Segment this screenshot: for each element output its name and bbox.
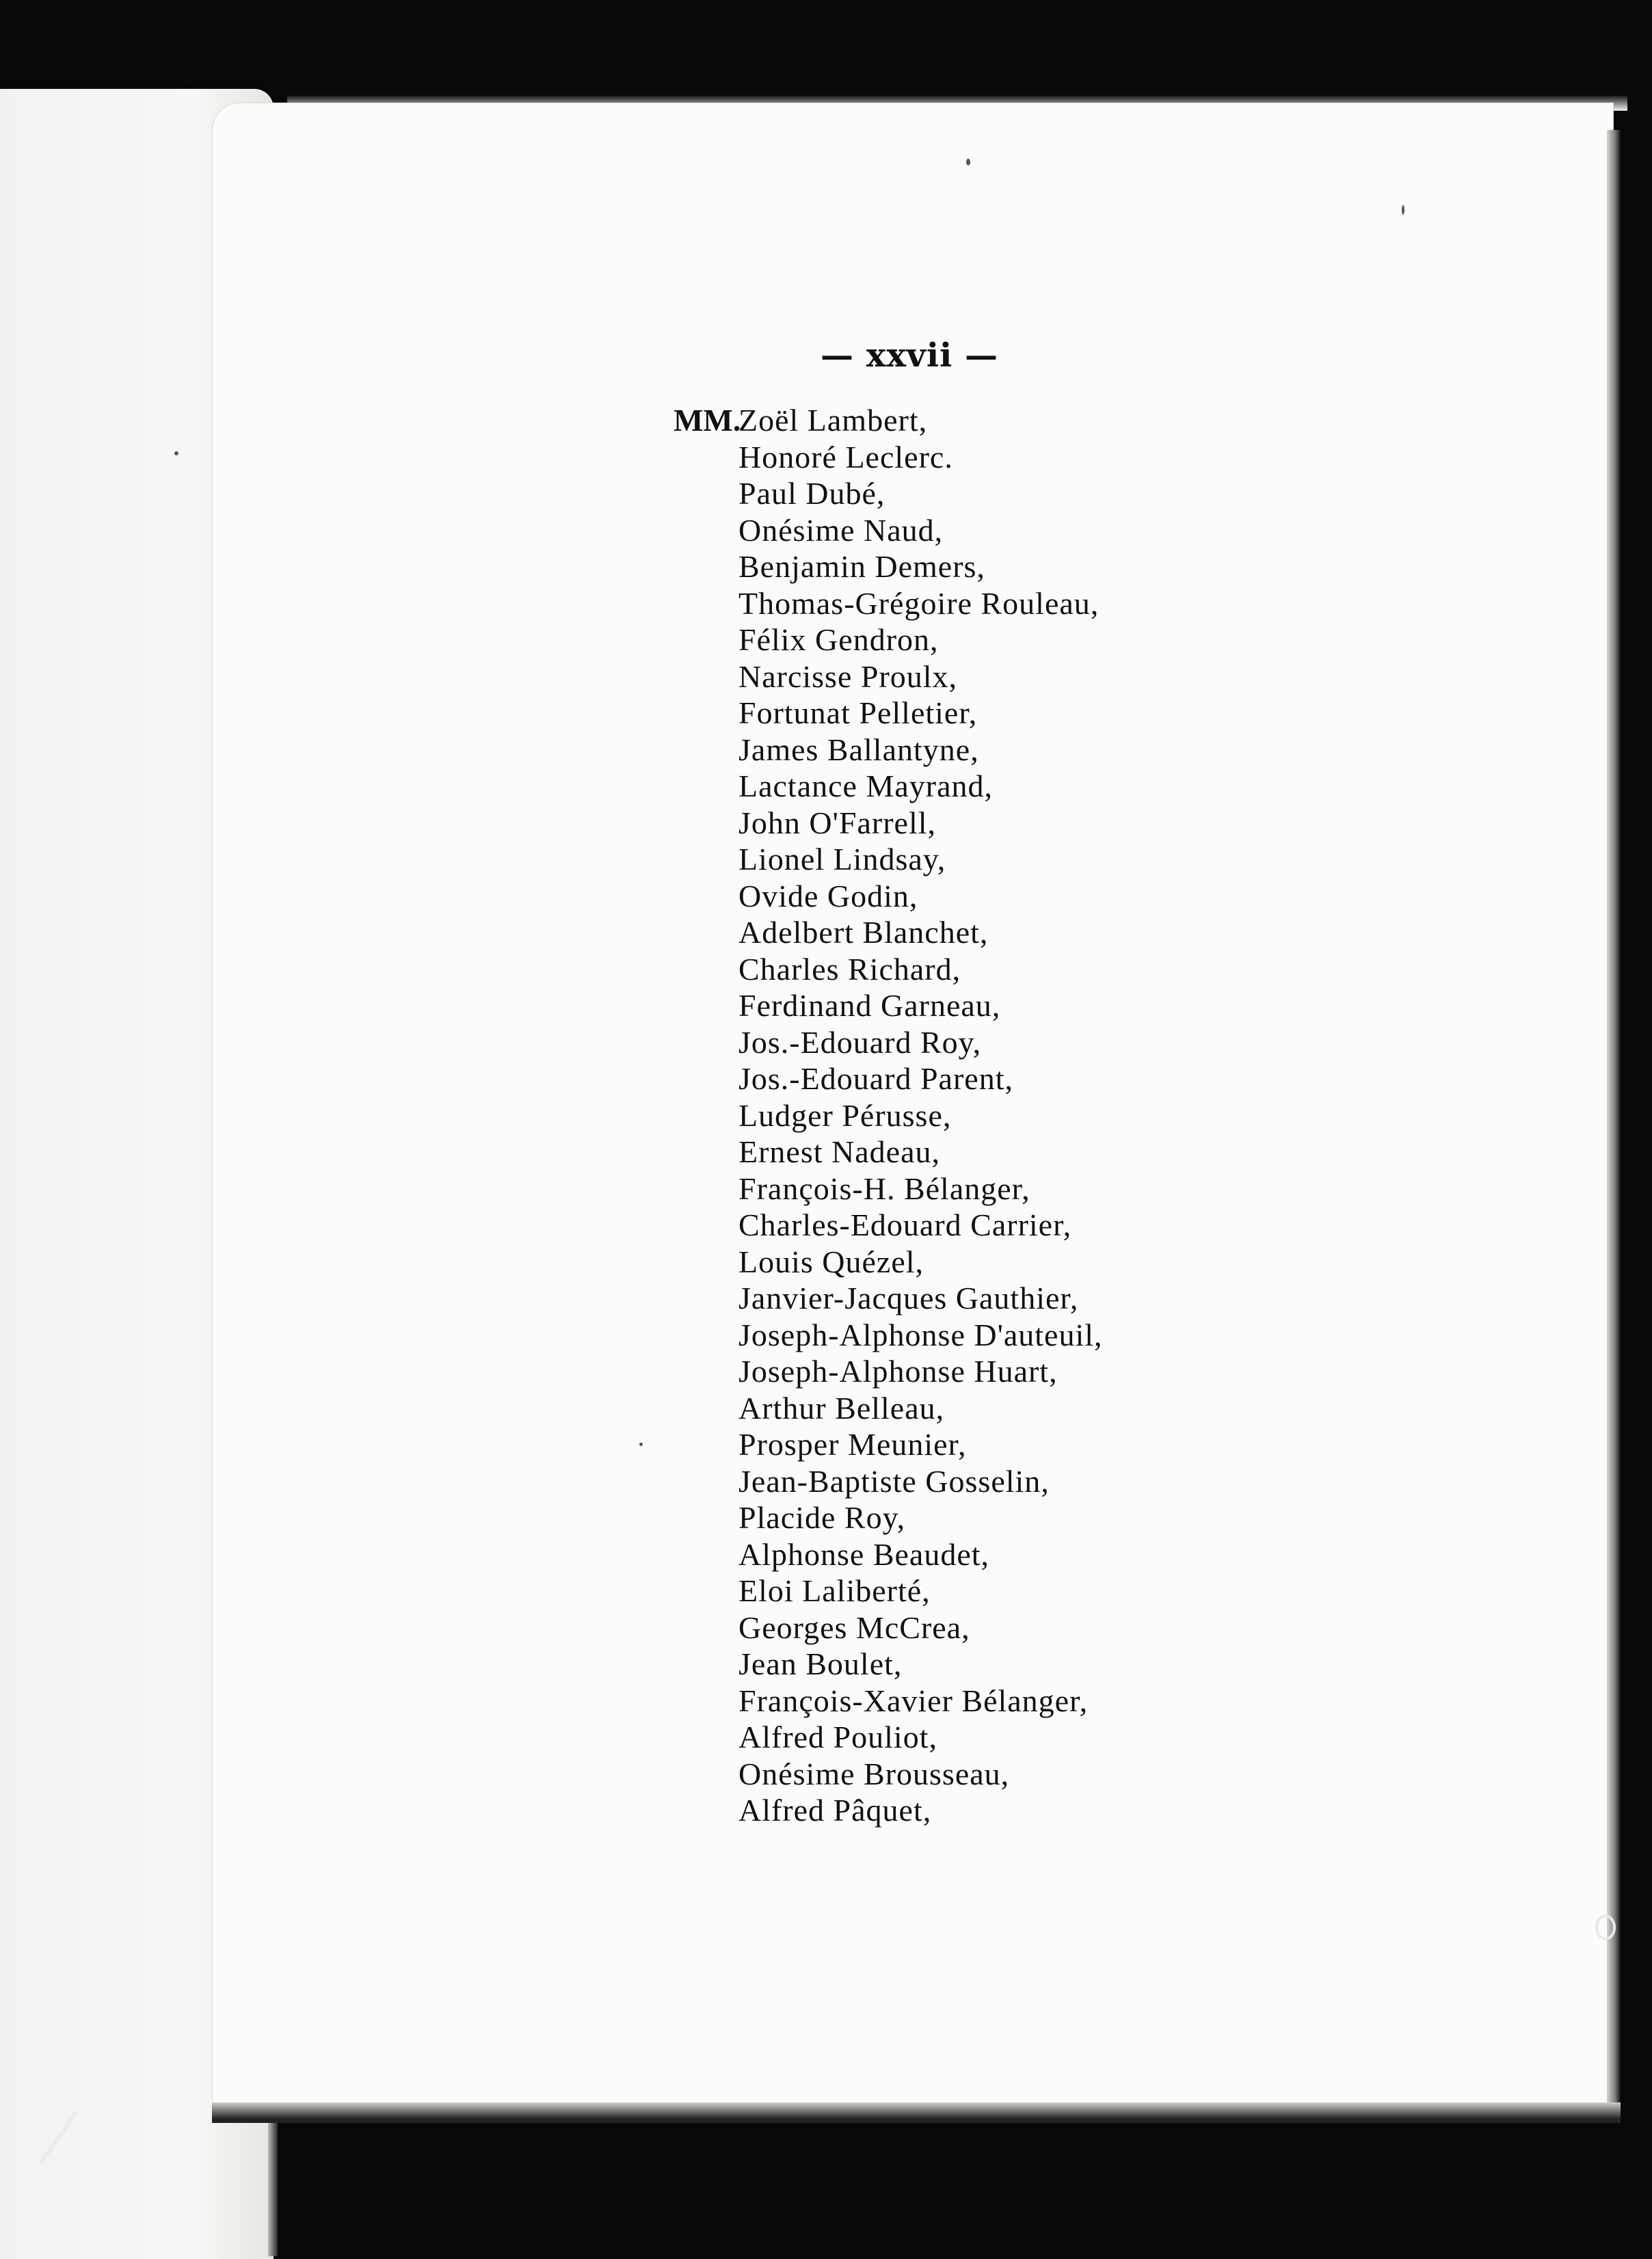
- name-entry: Jos.-Edouard Parent,: [738, 1061, 1013, 1096]
- name-entry: Ovide Godin,: [738, 878, 918, 913]
- name-entry: Alfred Pouliot,: [738, 1720, 937, 1754]
- scan-mark: [1595, 1914, 1616, 1940]
- name-entry: Alphonse Beaudet,: [738, 1536, 990, 1572]
- name-entry: Alfred Pâquet,: [738, 1793, 932, 1828]
- name-entry: Charles-Edouard Carrier,: [738, 1207, 1072, 1242]
- name-entry: Paul Dubé,: [738, 476, 885, 511]
- scan-speck: [174, 451, 178, 455]
- page-number: — xxvii —: [820, 336, 998, 375]
- page-stack-right-edge: [1607, 130, 1621, 2113]
- page-bottom-edge: [212, 2102, 1621, 2123]
- scan-speck: [1402, 205, 1404, 215]
- scan-speck: [966, 159, 970, 165]
- name-entry: Eloi Laliberté,: [738, 1573, 931, 1608]
- name-entry: Jos.-Edouard Roy,: [738, 1024, 982, 1060]
- names-prefix: MM.: [674, 403, 741, 438]
- name-entry: Thomas-Grégoire Rouleau,: [738, 585, 1100, 621]
- name-entry: Ludger Pérusse,: [738, 1097, 952, 1133]
- name-entry: Arthur Belleau,: [738, 1390, 945, 1426]
- name-entry: Adelbert Blanchet,: [738, 915, 989, 950]
- name-entry: François-Xavier Bélanger,: [738, 1683, 1089, 1718]
- name-entry: Charles Richard,: [738, 951, 961, 987]
- name-entry: Joseph-Alphonse D'auteuil,: [738, 1317, 1103, 1352]
- name-entry: John O'Farrell,: [738, 805, 937, 840]
- name-entry: Georges McCrea,: [738, 1609, 970, 1645]
- name-entry: Placide Roy,: [738, 1500, 906, 1535]
- name-entry: Prosper Meunier,: [738, 1427, 967, 1462]
- name-entry: James Ballantyne,: [738, 732, 979, 767]
- name-entry: Benjamin Demers,: [738, 549, 985, 584]
- name-entry: Jean Boulet,: [738, 1646, 903, 1681]
- name-entry: Onésime Naud,: [738, 512, 944, 548]
- name-entry: Félix Gendron,: [738, 622, 939, 657]
- name-entry: Honoré Leclerc.: [738, 439, 953, 474]
- name-entry: Jean-Baptiste Gosselin,: [738, 1463, 1050, 1499]
- name-entry: Lactance Mayrand,: [738, 768, 994, 803]
- name-entry: Joseph-Alphonse Huart,: [738, 1354, 1058, 1389]
- name-entry: Fortunat Pelletier,: [738, 695, 978, 730]
- name-entry: Onésime Brousseau,: [738, 1756, 1010, 1791]
- name-entry: Ernest Nadeau,: [738, 1134, 940, 1169]
- names-list: [738, 402, 1103, 1829]
- name-entry: Lionel Lindsay,: [738, 842, 946, 877]
- name-entry: Narcisse Proulx,: [738, 658, 958, 694]
- name-entry: Janvier-Jacques Gauthier,: [738, 1281, 1079, 1315]
- name-entry: Ferdinand Garneau,: [738, 988, 1001, 1023]
- name-entry: Zoël Lambert,: [738, 403, 928, 438]
- name-entry: Louis Quézel,: [738, 1244, 924, 1279]
- scan-speck: [639, 1443, 643, 1446]
- name-entry: François-H. Bélanger,: [738, 1171, 1030, 1206]
